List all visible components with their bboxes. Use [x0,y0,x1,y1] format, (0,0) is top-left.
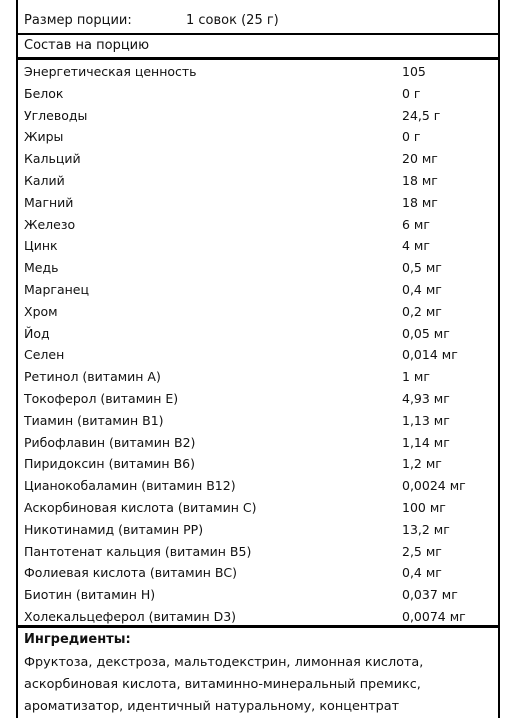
nutrient-row [24,61,498,83]
nutrient-value: 0,4 мг [402,565,442,581]
nutrient-name: Токоферол (витамин Е) [24,390,179,406]
nutrient-value: 0,0024 мг [402,478,466,494]
nutrient-row [24,257,498,279]
nutrient-row [24,344,498,366]
nutrient-row [24,105,498,127]
nutrient-row [24,192,498,214]
nutrient-name: Рибофлавин (витамин В2) [24,434,196,450]
nutrient-name: Аскорбиновая кислота (витамин С) [24,499,257,515]
serving-size-label: Размер порции: [24,13,132,28]
nutrient-row [24,584,498,606]
nutrient-name: Тиамин (витамин В1) [24,412,164,428]
nutrient-row [24,83,498,105]
nutrient-name: Углеводы [24,107,88,123]
ingredients-title: Ингредиенты: [24,632,131,647]
nutrient-value: 1,14 мг [402,434,450,450]
nutrient-value: 1,13 мг [402,412,450,428]
nutrient-row [24,214,498,236]
nutrient-value: 18 мг [402,194,438,210]
nutrient-name: Холекальцеферол (витамин D3) [24,608,237,624]
nutrient-row [24,388,498,410]
nutrient-name: Белок [24,85,64,101]
nutrient-value: 0 г [402,129,421,145]
nutrient-name: Пантотенат кальция (витамин В5) [24,543,252,559]
nutrient-name: Никотинамид (витамин РР) [24,521,204,537]
nutrient-value: 4,93 мг [402,390,450,406]
nutrient-name: Энергетическая ценность [24,64,197,79]
nutrient-name: Ретинол (витамин А) [24,369,161,385]
nutrient-name: Марганец [24,281,89,297]
nutrient-name: Пиридоксин (витамин В6) [24,456,195,472]
nutrient-value: 20 мг [402,151,438,167]
nutrient-value: 0 г [402,85,421,101]
serving-size [24,13,279,28]
divider-thin [18,33,498,35]
nutrient-name: Биотин (витамин Н) [24,587,156,603]
nutrient-row [24,453,498,475]
nutrient-row [24,541,498,563]
nutrient-value: 4 мг [402,238,430,254]
nutrient-value: 0,014 мг [402,347,458,363]
nutrient-value: 100 мг [402,499,446,515]
nutrient-row [24,497,498,519]
nutrient-value: 105 [402,64,426,79]
nutrient-row [24,279,498,301]
nutrient-row [24,170,498,192]
nutrient-value: 0,037 мг [402,587,458,603]
nutrient-row [24,148,498,170]
nutrient-value: 18 мг [402,172,438,188]
nutrient-value: 1,2 мг [402,456,442,472]
nutrient-row [24,235,498,257]
nutrient-name: Жиры [24,129,64,145]
per-serving-title: Состав на порцию [24,38,150,53]
nutrient-name: Цианокобаламин (витамин В12) [24,478,236,494]
nutrient-name: Калий [24,172,65,188]
nutrient-row [24,366,498,388]
nutrient-value: 0,05 мг [402,325,450,341]
divider-thick [18,57,498,60]
nutrient-name: Хром [24,303,58,319]
nutrient-row [24,126,498,148]
nutrient-name: Йод [24,325,50,341]
divider-thick-bottom [18,625,498,628]
nutrient-value: 0,4 мг [402,281,442,297]
nutrient-name: Медь [24,260,59,276]
serving-size-value: 1 совок (25 г) [186,13,279,28]
nutrient-value: 1 мг [402,369,430,385]
nutrient-row [24,519,498,541]
nutrient-row [24,410,498,432]
nutrient-value: 13,2 мг [402,521,450,537]
nutrient-value: 0,0074 мг [402,608,466,624]
ingredients-text: Фруктоза, декстроза, мальтодекстрин, лимонная кислота, аскорбиновая кислота, витаминно-минеральный премикс, ароматизатор, идентичный натуральному, концентрат [24,655,424,714]
nutrition-facts-panel [16,0,500,718]
nutrient-value: 24,5 г [402,107,441,123]
nutrient-row [24,323,498,345]
nutrient-value: 0,2 мг [402,303,442,319]
nutrient-value: 2,5 мг [402,543,442,559]
nutrient-name: Фолиевая кислота (витамин ВС) [24,565,238,581]
nutrient-name: Магний [24,194,74,210]
nutrient-value: 6 мг [402,216,430,232]
nutrient-name: Железо [24,216,76,232]
nutrient-row [24,562,498,584]
nutrient-name: Селен [24,347,65,363]
nutrient-name: Цинк [24,238,58,254]
nutrient-row [24,432,498,454]
nutrient-row [24,475,498,497]
nutrient-table [24,61,498,628]
nutrient-value: 0,5 мг [402,260,442,276]
nutrient-row [24,301,498,323]
nutrient-name: Кальций [24,151,81,167]
